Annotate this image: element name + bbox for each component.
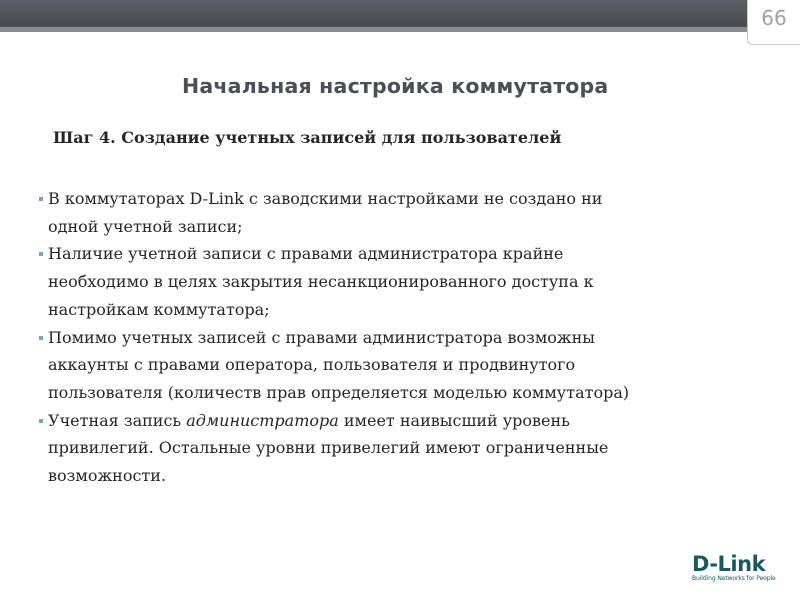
step-heading: Шаг 4. Создание учетных записей для пользователей [53, 128, 562, 147]
bullet-marker-icon [39, 197, 43, 201]
slide-title: Начальная настройка коммутатора [182, 74, 609, 98]
bullet-line: необходимо в целях закрытия несанкционированного доступа к [48, 272, 594, 292]
bullet-line: В коммутаторах D-Link с заводскими настройками не создано ни [48, 189, 603, 208]
bullet-item [37, 185, 777, 240]
bullet-item [37, 324, 777, 407]
bullet-text: Учетная запись [48, 410, 187, 430]
bullet-line [48, 407, 777, 435]
top-bar [0, 0, 800, 27]
logo-text: D-Link [692, 552, 766, 576]
bullet-marker-icon [39, 252, 43, 256]
emphasis-text: администратора [186, 410, 339, 430]
logo-tagline: Building Networks for People [692, 575, 776, 582]
bullet-line: пользователя (количеств прав определяется моделью коммутатора) [48, 382, 630, 402]
slide-number-tab [747, 0, 800, 45]
bullet-line: возможности. [48, 466, 167, 486]
bullet-marker-icon [39, 336, 43, 340]
bullet-line: Наличие учетной записи с правами администратора крайне [48, 244, 564, 264]
bullet-item [37, 407, 777, 490]
bullet-line: одной учетной записи; [48, 216, 243, 236]
bullet-list [37, 185, 777, 490]
bullet-marker-icon [39, 419, 43, 423]
top-bar-stripe [0, 27, 800, 32]
bullet-line: аккаунты с правами оператора, пользователя и продвинутого [48, 355, 576, 375]
bullet-text: имеет наивысший уровень [338, 410, 570, 430]
bullet-line: Помимо учетных записей с правами администратора возможны [48, 327, 596, 347]
slide-number: 66 [761, 6, 787, 30]
bullet-item [37, 240, 777, 323]
bullet-line: настройкам коммутатора; [48, 299, 270, 319]
bullet-line: привилегий. Остальные уровни привелегий имеют ограниченные [48, 438, 609, 458]
dlink-logo [692, 553, 788, 589]
